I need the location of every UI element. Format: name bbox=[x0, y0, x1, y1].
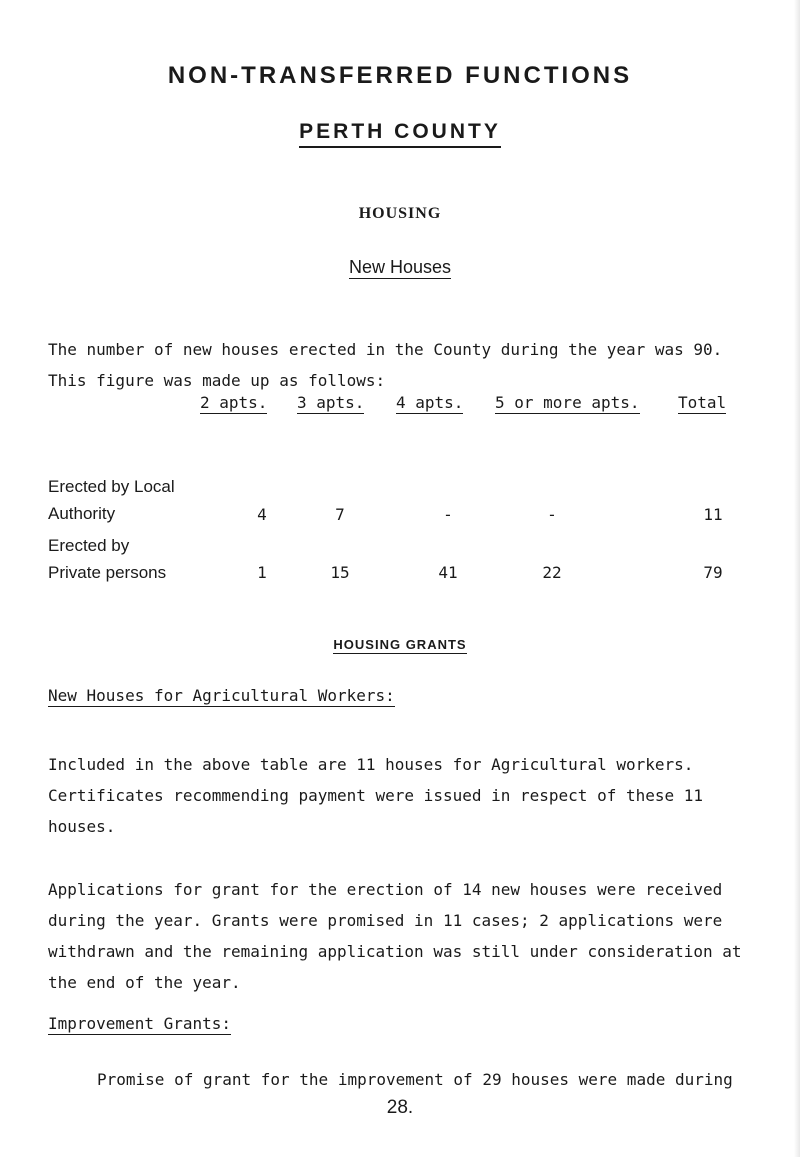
page-number: 28. bbox=[386, 1097, 414, 1118]
improvement-grants-heading bbox=[48, 1014, 231, 1033]
row-label-line: Private persons bbox=[48, 563, 167, 582]
agri-workers-paragraph: Included in the above table are 11 houses for Agricultural workers. Certificates recommending payment were issued in respect of these 11 houses. bbox=[48, 755, 704, 836]
table-cell: 1 bbox=[257, 563, 267, 582]
subsection-title-text: New Houses bbox=[348, 257, 452, 277]
col-header-total: Total bbox=[678, 393, 727, 412]
agri-workers-heading bbox=[48, 686, 395, 705]
page-edge-shadow bbox=[794, 0, 800, 1157]
table-cell: 41 bbox=[438, 563, 458, 582]
main-title: NON-TRANSFERRED FUNCTIONS bbox=[167, 62, 633, 89]
col-header-4-apts: 4 apts. bbox=[396, 393, 464, 412]
housing-grants-title bbox=[0, 637, 800, 652]
table-cell: 11 bbox=[703, 505, 723, 524]
agri-workers-heading-text: New Houses for Agricultural Workers: bbox=[48, 686, 395, 705]
improvement-grants-heading-text: Improvement Grants: bbox=[48, 1014, 232, 1033]
row-label-line: Erected by Local bbox=[48, 477, 175, 496]
applications-paragraph: Applications for grant for the erection of 14 new houses were received during the year. Grants were promised in 11 cases; 2 applications were withdrawn and the remaining application was still under consideration at the end of the year. bbox=[48, 880, 742, 992]
county-title bbox=[0, 120, 800, 148]
col-header-5-or-more-apts: 5 or more apts. bbox=[495, 393, 640, 412]
table-cell: 15 bbox=[330, 563, 350, 582]
intro-paragraph: The number of new houses erected in the County during the year was 90. This figure was made up as follows: bbox=[48, 340, 723, 390]
row-label-local-authority bbox=[48, 473, 175, 527]
improvement-paragraph: Promise of grant for the improvement of 29 houses were made during bbox=[97, 1070, 733, 1089]
housing-grants-title-text: HOUSING GRANTS bbox=[333, 637, 467, 652]
row-label-private-persons bbox=[48, 532, 166, 586]
table-cell: 22 bbox=[542, 563, 562, 582]
table-cell: - bbox=[547, 505, 557, 524]
section-title: HOUSING bbox=[358, 205, 442, 222]
table-cell: 7 bbox=[335, 505, 345, 524]
row-label-line: Authority bbox=[48, 504, 116, 523]
col-header-2-apts: 2 apts. bbox=[200, 393, 268, 412]
county-title-text: PERTH COUNTY bbox=[299, 120, 501, 148]
table-cell: 4 bbox=[257, 505, 267, 524]
table-cell: 79 bbox=[703, 563, 723, 582]
table-cell: - bbox=[443, 505, 453, 524]
subsection-title bbox=[0, 257, 800, 278]
row-label-line: Erected by bbox=[48, 536, 130, 555]
col-header-3-apts: 3 apts. bbox=[297, 393, 365, 412]
